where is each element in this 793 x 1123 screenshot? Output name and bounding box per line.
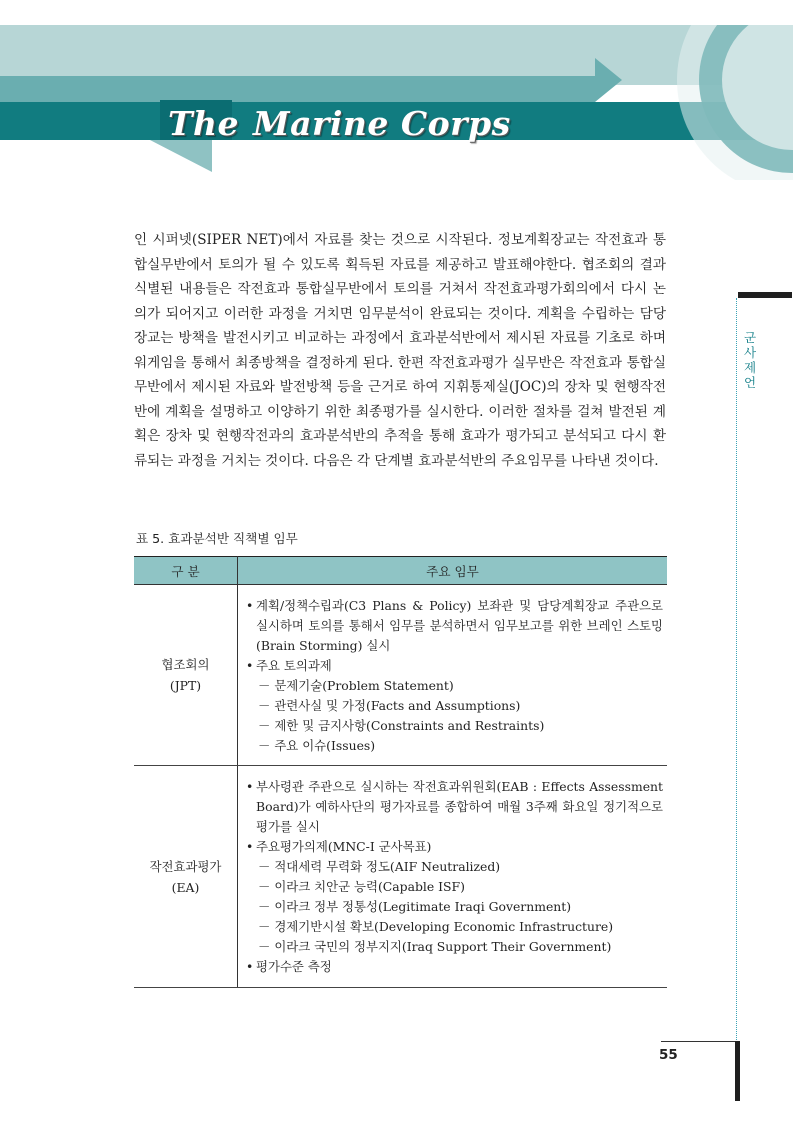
list-item [246,957,663,977]
title-word-the: The [168,104,240,143]
side-label-char: 사 [743,345,757,360]
header-category: 구 분 [134,557,238,585]
row-tasks-cell [238,585,668,766]
sub-item: － 적대세력 무력화 정도(AIF Neutralized) [258,859,501,874]
bullet-icon: • [246,839,254,854]
side-label-char: 제 [743,360,757,375]
header-main-duty: 주요 임무 [238,557,668,585]
bullet-icon: • [246,597,254,613]
sub-item: － 경제기반시설 확보(Developing Economic Infrastructure) [258,919,614,934]
sub-item: － 문제기술(Problem Statement) [258,677,454,693]
bullet-icon: • [246,959,254,974]
side-dotted-rule [736,298,737,1040]
page-number-rule [661,1041,738,1042]
bullet-text: 평가수준 측정 [256,959,332,974]
page-number-bar [735,1041,740,1101]
banner-title [168,104,511,143]
bullet-icon: • [246,657,254,673]
sub-item: － 관련사실 및 가정(Facts and Assumptions) [258,697,521,713]
bullet-text: 계획/정책수립과(C3 Plans & Policy) 보좌관 및 담당계획장교 주관으로 실시하며 토의를 통해서 임무를 분석하면서 임무보고를 위한 브레인 스토밍(Brain Storming) 실시 [256,597,663,653]
header-banner [0,0,793,180]
row-tasks-cell [238,766,668,988]
row-name-cell [134,585,238,766]
bullet-text: 주요평가의제(MNC-I 군사목표) [256,839,432,854]
body-paragraph: 인 시퍼넷(SIPER NET)에서 자료를 찾는 것으로 시작된다. 정보계획장교는 작전효과 통합실무반에서 토의가 될 수 있도록 획득된 자료를 제공하고 발표해야한다. 협조회의 결과 식별된 내용들은 작전효과 통합실무반에서 토의를 거쳐서 작전효과평가회의에서 다시 논의가 되어지고 이러한 과정을 거치면 임무분석이 완료되는 것이다. 계획을 수립하는 담당장교는 방책을 발전시키고 비교하는 과정에서 효과분석반에서 제시된 자료를 기초로 하며 워게임을 통해서 최종방책을 결정하게 된다. 한편 작전효과평가 실무반은 작전효과 통합실무반에서 제시된 자료와 발전방책 등을 근거로 하여 지휘통제실(JOC)의 장차 및 현행작전반에 계획을 설명하고 이양하기 위한 최종평가를 실시한다. 이러한 절차를 걸쳐 발전된 계획은 장차 및 현행작전과의 효과분석반의 추적을 통해 효과가 평가되고 분석되고 다시 환류되는 과정을 거치는 것이다. 다음은 각 단계별 효과분석반의 주요임무를 나타낸 것이다. [134,232,666,469]
side-label-char: 언 [743,375,757,390]
row-name-abbr: (EA) [171,879,200,895]
bullet-text: 부사령관 주관으로 실시하는 작전효과위원회(EAB : Effects Assessment Board)가 예하사단의 평가자료를 종합하여 매월 3주째 화요일 정기적으로 평가를 실시 [256,779,663,834]
title-word-marine-corps: Marine Corps [253,104,511,143]
sub-item: － 주요 이슈(Issues) [258,737,376,753]
page-number: 55 [659,1047,678,1063]
banner-top-white [0,0,793,25]
sub-item: － 이라크 치안군 능력(Capable ISF) [258,879,465,894]
bullet-text: 주요 토의과제 [256,657,332,673]
row-name-cell [134,766,238,988]
side-section-label [742,330,758,390]
side-label-char: 군 [743,330,757,345]
banner-tail-shape [150,140,212,172]
table-row [134,766,667,988]
row-name-abbr: (JPT) [169,678,202,693]
list-item [246,596,663,656]
duty-table [134,556,667,988]
body-text [134,228,666,473]
side-bar [738,292,792,298]
row-name: 협조회의 [161,657,210,672]
table-caption: 표 5. 효과분석반 직책별 임무 [136,531,298,546]
bullet-icon: • [246,779,254,794]
sub-item: － 제한 및 금지사항(Constraints and Restraints) [258,717,545,733]
sub-item: － 이라크 정부 정통성(Legitimate Iraqi Government) [258,899,572,914]
row-name: 작전효과평가 [149,858,222,874]
list-item [246,656,663,676]
list-item [246,837,663,857]
table-header-row [134,557,667,585]
sub-item: － 이라크 국민의 정부지지(Iraq Support Their Government) [258,939,612,954]
list-item [246,777,663,837]
table-row [134,585,667,766]
